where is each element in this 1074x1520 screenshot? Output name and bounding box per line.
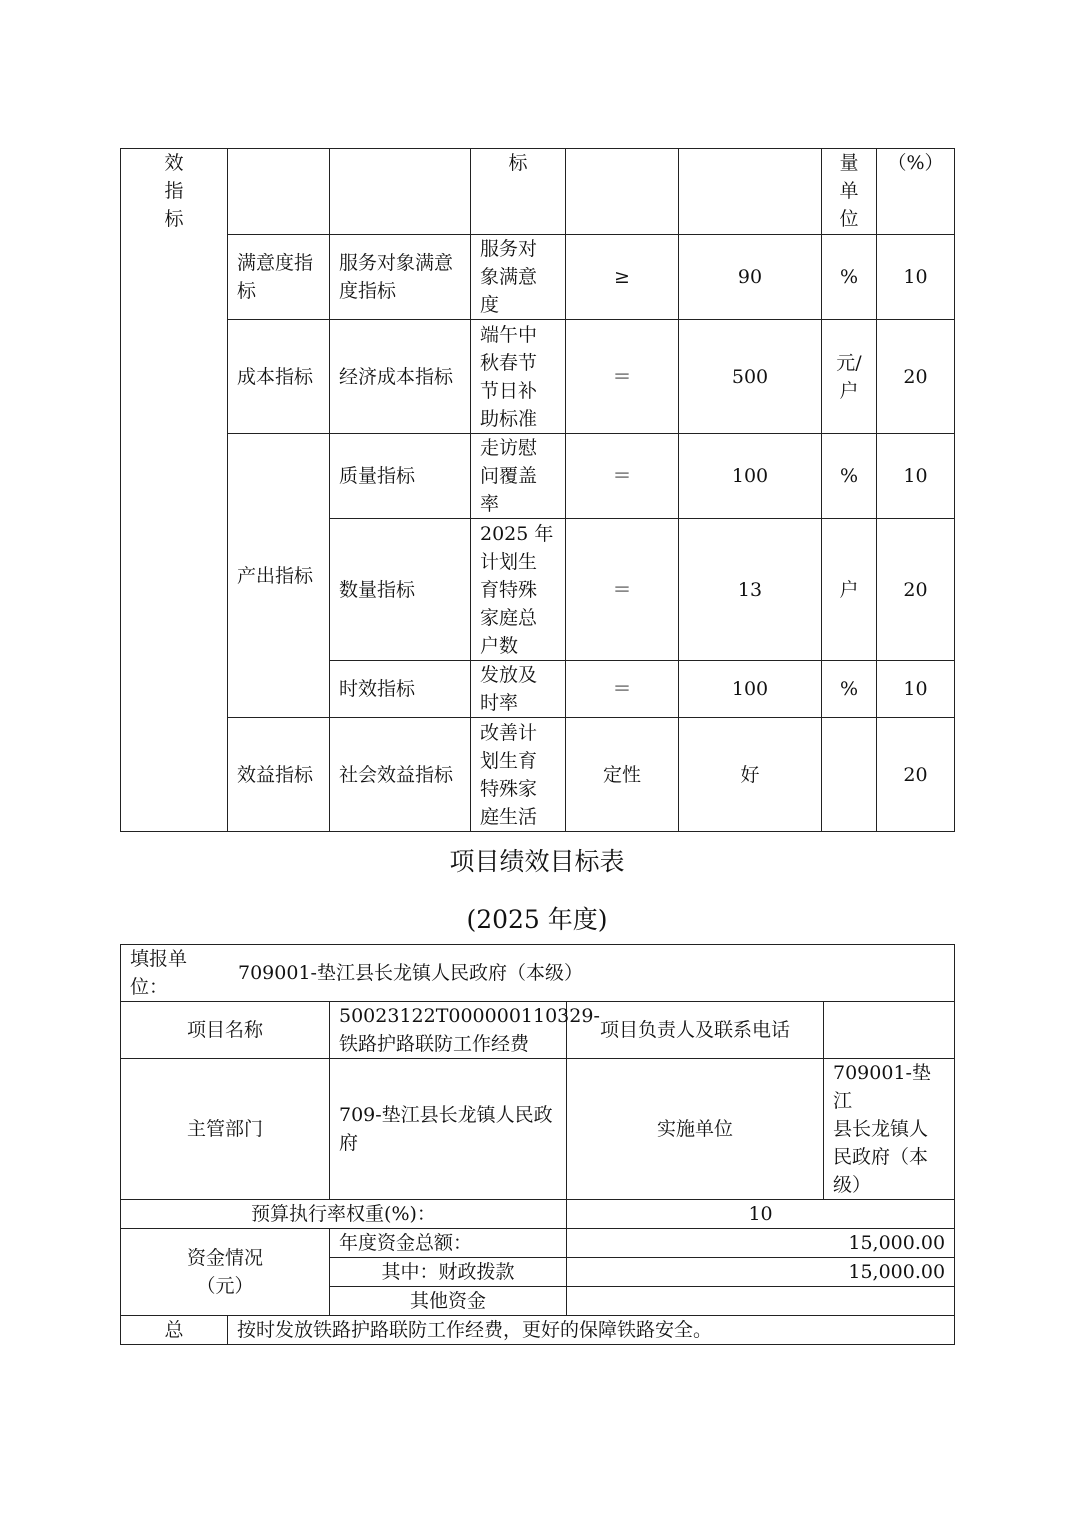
other-funds-label: 其他资金 — [330, 1287, 567, 1316]
indicator-cell: 走访慰 问覆盖 率 — [471, 434, 566, 519]
budget-weight-label: 预算执行率权重(%)： — [121, 1200, 567, 1229]
weight-cell: 10 — [877, 235, 955, 320]
overall-goal-value: 按时发放铁路护路联防工作经费，更好的保障铁路安全。 — [228, 1316, 955, 1345]
reporting-unit-label: 填报单 位： — [130, 948, 188, 998]
project-name-label: 项目名称 — [121, 1002, 330, 1059]
indicator-cell: 2025 年 计划生 育特殊 家庭总 户数 — [471, 519, 566, 661]
unit-cell: % — [822, 434, 877, 519]
value-cell: 100 — [679, 661, 822, 718]
level2-cell: 产出指标 — [228, 434, 330, 718]
weight-cell: 20 — [877, 320, 955, 434]
implementing-unit-value: 709001-垫江 县长龙镇人 民政府（本 级） — [824, 1059, 955, 1200]
operator-cell: ＝ — [566, 519, 679, 661]
unit-cell: 元/ 户 — [822, 320, 877, 434]
weight-cell: 20 — [877, 718, 955, 832]
indicator-cell: 端午中 秋春节 节日补 助标准 — [471, 320, 566, 434]
table-row — [121, 320, 955, 434]
fiscal-funds-label: 其中：财政拨款 — [330, 1258, 567, 1287]
value-cell: 好 — [679, 718, 822, 832]
fiscal-funds-value: 15,000.00 — [567, 1258, 955, 1287]
reporting-unit-row — [121, 945, 955, 1002]
table-header-row — [121, 149, 955, 235]
level3-cell: 质量指标 — [330, 434, 471, 519]
level3-cell: 社会效益指标 — [330, 718, 471, 832]
indicator-cell: 服务对 象满意 度 — [471, 235, 566, 320]
operator-cell: ＝ — [566, 320, 679, 434]
funds-label: 资金情况 （元） — [121, 1229, 330, 1316]
header-cell — [679, 149, 822, 235]
reporting-unit-value: 709001-垫江县长龙镇人民政府（本级） — [238, 962, 583, 984]
level2-cell: 效益指标 — [228, 718, 330, 832]
operator-cell: ≥ — [566, 235, 679, 320]
funds-total-row — [121, 1229, 955, 1258]
level2-cell: 成本指标 — [228, 320, 330, 434]
value-cell: 90 — [679, 235, 822, 320]
budget-weight-row — [121, 1200, 955, 1229]
project-name-value: 50023122T000000110329- 铁路护路联防工作经费 — [330, 1002, 567, 1059]
performance-indicator-table — [120, 148, 955, 832]
operator-cell: ＝ — [566, 434, 679, 519]
weight-header: （%） — [877, 149, 955, 235]
other-funds-value — [567, 1287, 955, 1316]
header-cell — [330, 149, 471, 235]
level3-cell: 经济成本指标 — [330, 320, 471, 434]
value-cell: 500 — [679, 320, 822, 434]
department-label: 主管部门 — [121, 1059, 330, 1200]
page-subtitle: (2025 年度) — [466, 905, 608, 934]
manager-value — [824, 1002, 955, 1059]
department-value: 709-垫江县长龙镇人民政 府 — [330, 1059, 567, 1200]
header-cell — [566, 149, 679, 235]
table-row — [121, 718, 955, 832]
project-info-table — [120, 944, 955, 1345]
total-funds-value: 15,000.00 — [567, 1229, 955, 1258]
value-cell: 100 — [679, 434, 822, 519]
manager-label: 项目负责人及联系电话 — [567, 1002, 824, 1059]
weight-cell: 20 — [877, 519, 955, 661]
unit-cell: % — [822, 661, 877, 718]
level2-cell: 满意度指标 — [228, 235, 330, 320]
table-row — [121, 434, 955, 519]
table-row — [121, 235, 955, 320]
level3-cell: 数量指标 — [330, 519, 471, 661]
implementing-unit-label: 实施单位 — [567, 1059, 824, 1200]
operator-cell: ＝ — [566, 661, 679, 718]
unit-cell: 户 — [822, 519, 877, 661]
header-cell — [228, 149, 330, 235]
total-funds-label: 年度资金总额： — [330, 1229, 567, 1258]
overall-goal-label: 总 — [121, 1316, 228, 1345]
page-title: 项目绩效目标表 — [449, 847, 625, 876]
indicator-cell: 发放及 时率 — [471, 661, 566, 718]
value-cell: 13 — [679, 519, 822, 661]
level1-header: 效 指 标 — [121, 149, 228, 832]
header-cell: 标 — [471, 149, 566, 235]
department-row — [121, 1059, 955, 1200]
level3-cell: 时效指标 — [330, 661, 471, 718]
unit-header: 量 单 位 — [822, 149, 877, 235]
reporting-unit-cell — [121, 945, 955, 1002]
budget-weight-value: 10 — [567, 1200, 955, 1229]
weight-cell: 10 — [877, 661, 955, 718]
level3-cell: 服务对象满意度指标 — [330, 235, 471, 320]
operator-cell: 定性 — [566, 718, 679, 832]
indicator-cell: 改善计 划生育 特殊家 庭生活 — [471, 718, 566, 832]
overall-goal-row — [121, 1316, 955, 1345]
unit-cell: % — [822, 235, 877, 320]
unit-cell — [822, 718, 877, 832]
weight-cell: 10 — [877, 434, 955, 519]
project-name-row — [121, 1002, 955, 1059]
